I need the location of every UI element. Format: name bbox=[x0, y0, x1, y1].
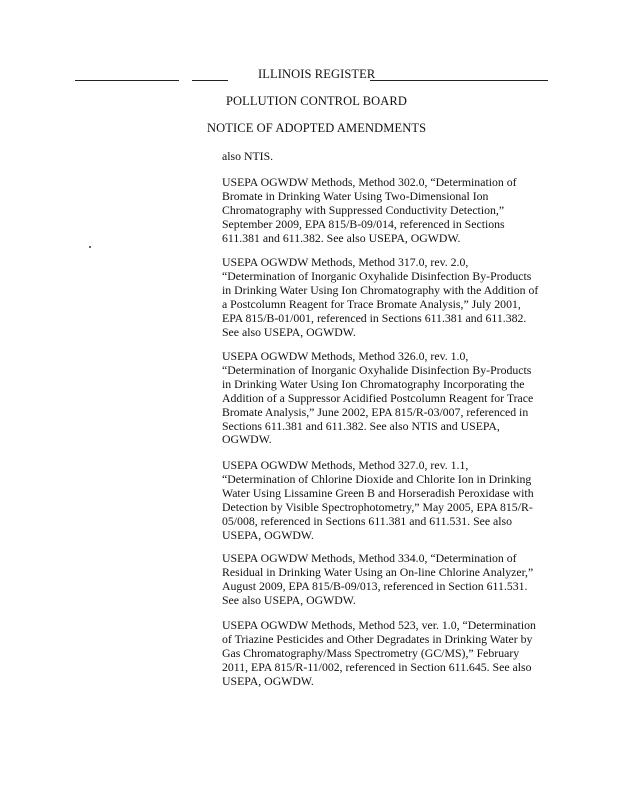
paragraph-line: “Determination of Chlorine Dioxide and Chlorite Ion in Drinking bbox=[222, 471, 532, 486]
paragraph-line: USEPA OGWDW Methods, Method 317.0, rev. 2.0, bbox=[222, 255, 469, 269]
paragraph-line: Bromate Analysis,” June 2002, EPA 815/R-03/007, referenced in bbox=[222, 404, 529, 419]
header-rule-right bbox=[370, 80, 548, 81]
paragraph-also-ntis bbox=[222, 150, 550, 164]
paragraph-line: OGWDW. bbox=[222, 432, 272, 447]
paragraph-line: Residual in Drinking Water Using an On-line Chlorine Analyzer,” bbox=[222, 564, 534, 579]
paragraph-line: USEPA OGWDW Methods, Method 326.0, rev. 1.0, bbox=[222, 349, 469, 363]
paragraph-method-327 bbox=[222, 459, 550, 542]
board-title: POLLUTION CONTROL BOARD bbox=[226, 94, 407, 108]
header-rule-left bbox=[75, 80, 179, 81]
paragraph-line: “Determination of Inorganic Oxyhalide Disinfection By-Products bbox=[222, 362, 532, 377]
register-title: ILLINOIS REGISTER bbox=[258, 67, 376, 81]
paragraph-line: Addition of a Suppressor Acidified Postcolumn Reagent for Trace bbox=[222, 390, 534, 405]
paragraph-line: USEPA OGWDW Methods, Method 334.0, “Determination of bbox=[222, 551, 517, 565]
scan-speck bbox=[89, 246, 91, 248]
paragraph-line: a Postcolumn Reagent for Trace Bromate Analysis,” July 2001, bbox=[222, 296, 521, 311]
paragraph-line: in Drinking Water Using Ion Chromatography Incorporating the bbox=[222, 376, 525, 391]
paragraph-line: Bromate in Drinking Water Using Two-Dimensional Ion bbox=[222, 188, 489, 203]
paragraph-line: Detection by Visible Spectrophotometry,” May 2005, EPA 815/R- bbox=[222, 499, 533, 514]
paragraph-line: See also USEPA, OGWDW. bbox=[222, 592, 356, 607]
paragraph-line: also NTIS. bbox=[222, 149, 274, 163]
paragraph-line: Water Using Lissamine Green B and Horseradish Peroxidase with bbox=[222, 485, 534, 500]
notice-title: NOTICE OF ADOPTED AMENDMENTS bbox=[207, 121, 427, 135]
paragraph-line: Chromatography with Suppressed Conductivity Detection,” bbox=[222, 202, 505, 217]
paragraph-line: USEPA OGWDW Methods, Method 523, ver. 1.0, “Determination bbox=[222, 618, 536, 632]
paragraph-method-317 bbox=[222, 256, 550, 339]
paragraph-line: USEPA, OGWDW. bbox=[222, 673, 314, 688]
paragraph-line: See also USEPA, OGWDW. bbox=[222, 324, 356, 339]
paragraph-line: “Determination of Inorganic Oxyhalide Disinfection By-Products bbox=[222, 268, 532, 283]
paragraph-line: 05/008, referenced in Sections 611.381 and 611.531. See also bbox=[222, 513, 513, 528]
paragraph-line: USEPA OGWDW Methods, Method 302.0, “Determination of bbox=[222, 175, 517, 189]
paragraph-method-326 bbox=[222, 350, 550, 447]
paragraph-method-302 bbox=[222, 176, 550, 246]
paragraph-line: 611.381 and 611.382. See also USEPA, OGWDW. bbox=[222, 230, 461, 245]
paragraph-method-523 bbox=[222, 619, 550, 689]
paragraph-line: of Triazine Pesticides and Other Degradates in Drinking Water by bbox=[222, 631, 533, 646]
paragraph-line: in Drinking Water Using Ion Chromatography with the Addition of bbox=[222, 282, 539, 297]
paragraph-line: August 2009, EPA 815/B-09/013, referenced in Section 611.531. bbox=[222, 578, 528, 593]
paragraph-line: 2011, EPA 815/R-11/002, referenced in Section 611.645. See also bbox=[222, 659, 532, 674]
paragraph-line: September 2009, EPA 815/B-09/014, referenced in Sections bbox=[222, 216, 505, 231]
paragraph-line: EPA 815/B-01/001, referenced in Sections 611.381 and 611.382. bbox=[222, 310, 527, 325]
paragraph-method-334 bbox=[222, 552, 550, 608]
header-rule-short bbox=[192, 80, 228, 81]
paragraph-line: Gas Chromatography/Mass Spectrometry (GC/MS),” February bbox=[222, 645, 520, 660]
paragraph-line: USEPA OGWDW Methods, Method 327.0, rev. 1.1, bbox=[222, 458, 469, 472]
paragraph-line: USEPA, OGWDW. bbox=[222, 527, 314, 542]
paragraph-line: Sections 611.381 and 611.382. See also NTIS and USEPA, bbox=[222, 418, 500, 433]
